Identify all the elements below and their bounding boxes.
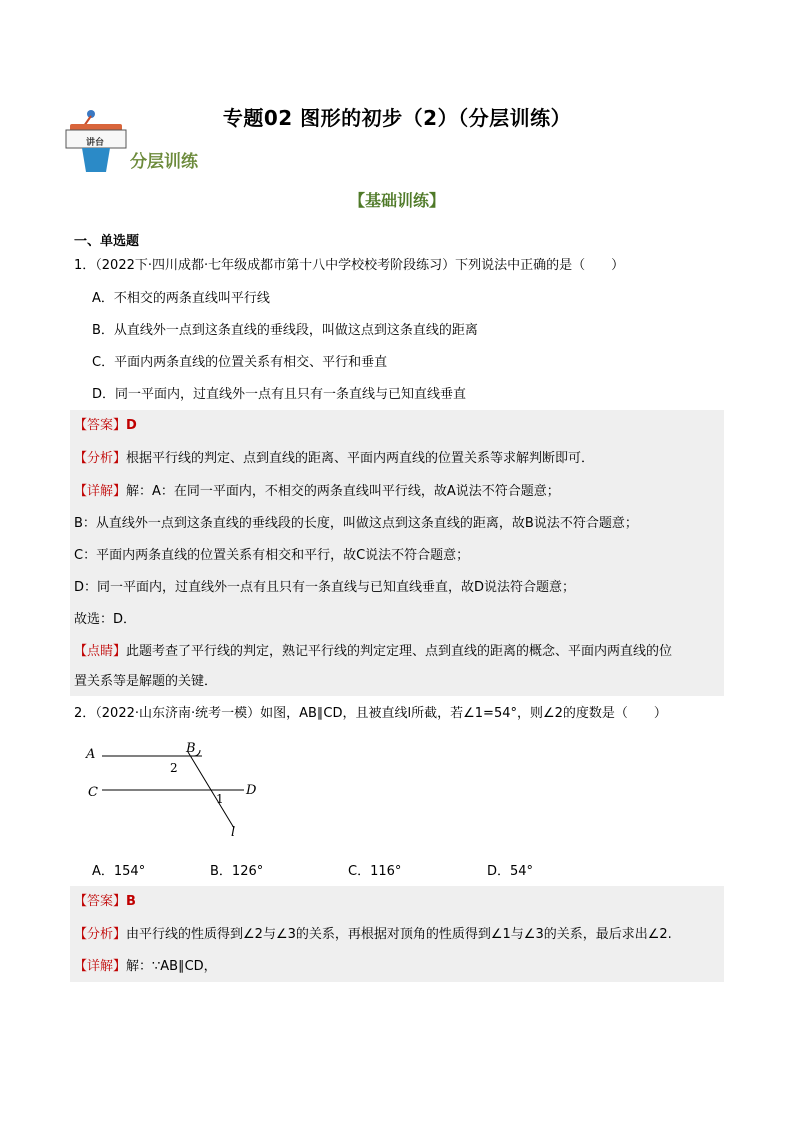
q1-option-d: D．同一平面内，过直线外一点有且只有一条直线与已知直线垂直 [92,387,467,402]
q1-option-a: A．不相交的两条直线叫平行线 [92,291,270,306]
q1-detail-line-4: D：同一平面内，过直线外一点有且只有一条直线与已知直线垂直，故D说法符合题意； [74,580,576,595]
detail-tag: 【详解】 [74,484,127,499]
q2-answer-row [74,892,136,912]
answer-tag: 【答案】 [74,894,127,909]
q1-comment-line-1: 此题考查了平行线的判定，熟记平行线的判定定理、点到直线的距离的概念、平面内两直线的位 [126,644,673,659]
q1-comment-row [74,642,672,662]
q1-analysis: 根据平行线的判定、点到直线的距离、平面内两直线的位置关系等求解判断即可． [126,451,595,466]
section-label: 分层训练 [130,152,198,172]
q1-answer: D [126,418,137,433]
label-a: A [86,747,96,762]
q2-option-a: A．154° [92,864,146,879]
q1-stem: 1．（2022下·四川成都·七年级成都市第十八中学校校考阶段练习）下列说法中正确的是（ ） [74,258,625,273]
q1-detail-line-5: 故选：D． [74,612,137,627]
q2-stem: 2．（2022·山东济南·统考一模）如图，AB∥CD，且被直线l所截，若∠1=54°，则∠2的度数是（ ） [74,706,667,721]
label-angle-2: 2 [170,761,178,775]
page-title: 专题02 图形的初步（2）（分层训练） [222,106,572,130]
comment-tag: 【点睛】 [74,644,127,659]
q1-detail-row [74,482,560,502]
label-b: B [186,741,196,756]
q1-option-c: C．平面内两条直线的位置关系有相交、平行和垂直 [92,355,388,370]
label-angle-1: 1 [216,792,224,806]
q2-analysis: 由平行线的性质得到∠2与∠3的关系，再根据对顶角的性质得到∠1与∠3的关系，最后求出∠2. [126,927,672,942]
label-l: l [231,825,236,840]
q1-detail-line-3: C：平面内两条直线的位置关系有相交和平行，故C说法不符合题意； [74,548,470,563]
analysis-tag: 【分析】 [74,451,127,466]
analysis-tag: 【分析】 [74,927,127,942]
q2-option-d: D．54° [487,864,534,879]
label-c: C [88,785,98,800]
q1-detail-line-2: B：从直线外一点到这条直线的垂线段的长度，叫做这点到这条直线的距离，故B说法不符合题意； [74,516,638,531]
q1-analysis-row [74,449,594,469]
q1-detail-line-1: 解：A：在同一平面内，不相交的两条直线叫平行线，故A说法不符合题意； [126,484,560,499]
q2-detail: 解：∵AB∥CD， [126,959,217,974]
part-heading: 一、单选题 [74,234,140,249]
q1-answer-row [74,416,137,436]
basic-training-heading: 【基础训练】 [348,191,445,210]
q2-analysis-row [74,925,672,945]
label-d: D [246,783,257,798]
detail-tag: 【详解】 [74,959,127,974]
logo-text: 讲台 [86,138,105,148]
q2-option-b: B．126° [210,864,264,879]
q1-comment-line-2: 置关系等是解题的关键． [74,674,218,689]
answer-tag: 【答案】 [74,418,127,433]
q1-option-b: B．从直线外一点到这条直线的垂线段，叫做这点到这条直线的距离 [92,323,478,338]
q2-option-c: C．116° [348,864,402,879]
q2-answer: B [126,894,136,909]
q2-figure [84,740,274,840]
q2-detail-row [74,957,217,977]
